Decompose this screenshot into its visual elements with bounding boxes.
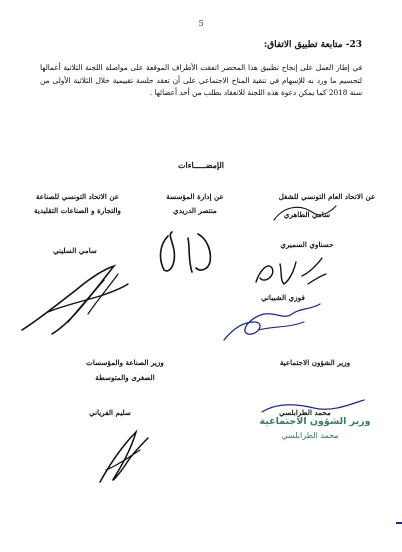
official-stamp-line1: وزير الشؤون الاجتماعية	[259, 416, 371, 427]
utica-org-line1: عن الاتحاد التونسي للصناعة	[35, 192, 120, 201]
section-paragraph: في إطار العمل على إنجاح تطبيق هذا المحضر اتفقت الأطراف الموقعة على مواصلة اللجنة الثلاثية أعمالها لتجسيم ما ورد به للإسهام في تنقية المناخ الاجتماعي على أن تعقد جلسة تقييمية خلال الثلاثية الأولى من سنة 2018 كما يمكن دعوة هذه اللجنة للانعقاد بطلب من أحد أعضائها .	[40, 63, 362, 97]
utica-org-line2: والتجارة و الصناعات التقليدية	[33, 206, 122, 215]
minister-industry-title-line2: الصغرى والمتوسطة	[95, 373, 155, 382]
signature-utica	[18, 262, 130, 340]
signature-minister-industry	[92, 424, 154, 490]
ugtt-org: عن الاتحاد العام التونسي للشغل	[278, 192, 376, 201]
minister-social-affairs-title: وزير الشؤون الاجتماعية	[279, 358, 351, 367]
management-name: منتصر الدريدي	[173, 206, 217, 215]
signatures-heading: الإمضـــــاءات	[178, 160, 224, 170]
signature-ugtt-1	[270, 200, 340, 228]
ugtt-name-2: حسناوي السميري	[280, 240, 334, 249]
utica-name: سامي السليني	[53, 246, 97, 255]
section-title: 23- متابعة تطبيق الاتفاق:	[263, 40, 362, 50]
ugtt-name-1: سامي الطاهري	[283, 210, 331, 219]
signature-management	[150, 228, 230, 278]
edge-mark	[396, 522, 402, 524]
signature-ugtt-3	[218, 300, 324, 346]
ugtt-name-3: فوزي الشيباني	[261, 293, 305, 302]
minister-industry-title-line1: وزير الصناعة والمؤسسات	[86, 358, 164, 367]
official-stamp-line2: محمد الطرابلسي	[281, 431, 339, 440]
minister-social-affairs-name: محمد الطرابلسي	[279, 408, 331, 417]
management-org: عن إدارة المؤسسة	[166, 192, 224, 201]
page-number: 5	[198, 19, 204, 28]
minister-industry-name: سليم الفرياني	[89, 408, 131, 417]
signature-ugtt-2	[250, 254, 330, 290]
signature-minister-social-affairs	[258, 394, 368, 420]
